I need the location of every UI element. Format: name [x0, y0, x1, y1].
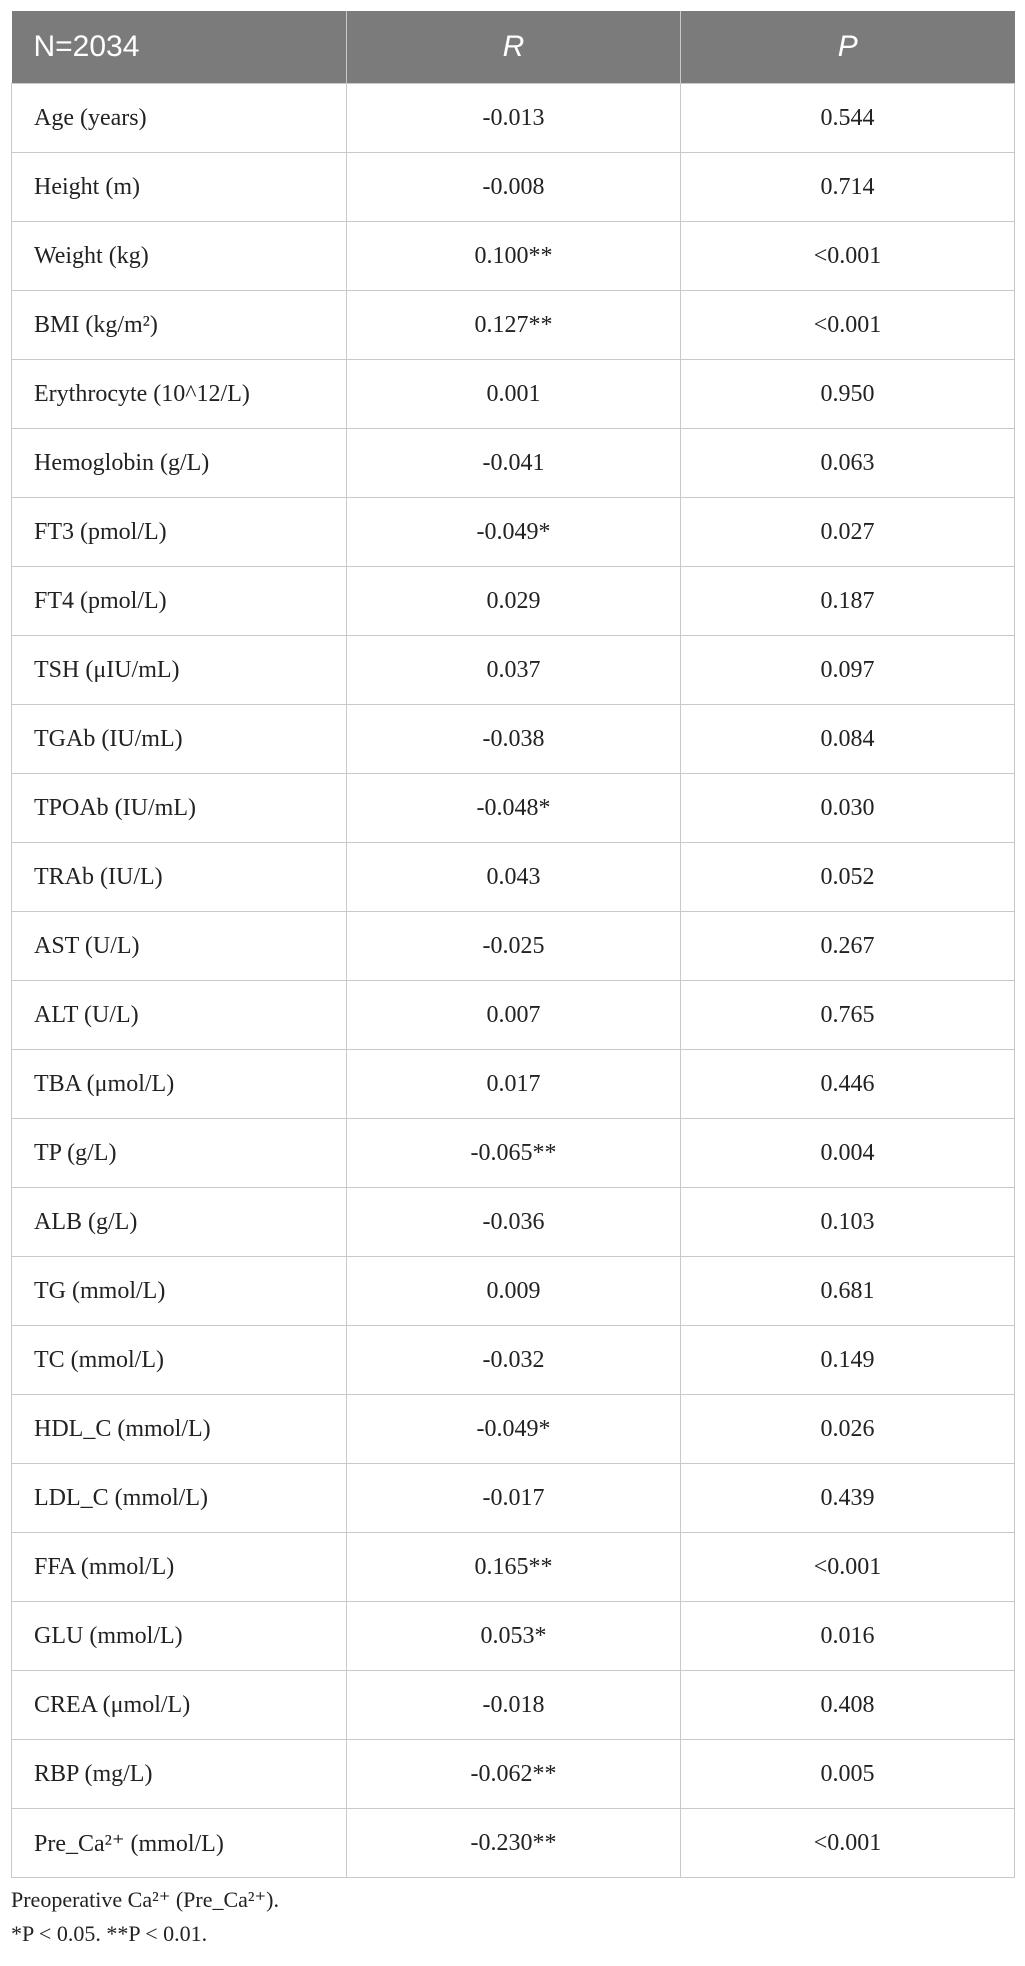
- row-r-value: -0.062**: [347, 1740, 681, 1809]
- row-p-value: 0.027: [681, 498, 1015, 567]
- row-p-value: 0.030: [681, 774, 1015, 843]
- header-p: P: [681, 11, 1015, 84]
- row-label: TGAb (IU/mL): [12, 705, 347, 774]
- row-label: AST (U/L): [12, 912, 347, 981]
- table-row: [12, 636, 1015, 705]
- table-row: [12, 1395, 1015, 1464]
- row-p-value: 0.408: [681, 1671, 1015, 1740]
- table-row: [12, 498, 1015, 567]
- header-sample-size: N=2034: [12, 11, 347, 84]
- row-r-value: -0.013: [347, 84, 681, 153]
- table-row: [12, 84, 1015, 153]
- row-r-value: 0.007: [347, 981, 681, 1050]
- row-r-value: -0.049*: [347, 498, 681, 567]
- table-row: [12, 912, 1015, 981]
- row-p-value: 0.446: [681, 1050, 1015, 1119]
- row-r-value: 0.001: [347, 360, 681, 429]
- row-p-value: 0.765: [681, 981, 1015, 1050]
- row-p-value: 0.097: [681, 636, 1015, 705]
- table-row: [12, 843, 1015, 912]
- table-row: [12, 1602, 1015, 1671]
- row-p-value: 0.052: [681, 843, 1015, 912]
- row-label: FT3 (pmol/L): [12, 498, 347, 567]
- row-r-value: -0.038: [347, 705, 681, 774]
- row-label: CREA (μmol/L): [12, 1671, 347, 1740]
- table-row: [12, 1119, 1015, 1188]
- table-row: [12, 291, 1015, 360]
- row-r-value: 0.165**: [347, 1533, 681, 1602]
- row-r-value: -0.032: [347, 1326, 681, 1395]
- row-r-value: -0.048*: [347, 774, 681, 843]
- row-label: Pre_Ca²⁺ (mmol/L): [12, 1809, 347, 1878]
- table-row: [12, 1671, 1015, 1740]
- table-row: [12, 1050, 1015, 1119]
- table-row: [12, 1740, 1015, 1809]
- table-header-row: [12, 11, 1015, 84]
- row-r-value: -0.018: [347, 1671, 681, 1740]
- footnote-abbreviation: Preoperative Ca²⁺ (Pre_Ca²⁺).: [11, 1887, 279, 1912]
- row-p-value: 0.267: [681, 912, 1015, 981]
- table-body: [12, 84, 1015, 1878]
- row-p-value: 0.714: [681, 153, 1015, 222]
- row-r-value: 0.127**: [347, 291, 681, 360]
- row-r-value: 0.029: [347, 567, 681, 636]
- row-label: TG (mmol/L): [12, 1257, 347, 1326]
- row-label: FFA (mmol/L): [12, 1533, 347, 1602]
- table-row: [12, 567, 1015, 636]
- row-r-value: -0.017: [347, 1464, 681, 1533]
- row-p-value: 0.149: [681, 1326, 1015, 1395]
- table-row: [12, 1326, 1015, 1395]
- row-label: ALB (g/L): [12, 1188, 347, 1257]
- row-label: LDL_C (mmol/L): [12, 1464, 347, 1533]
- row-label: GLU (mmol/L): [12, 1602, 347, 1671]
- table-footnotes: [11, 1883, 279, 1951]
- table-row: [12, 774, 1015, 843]
- row-label: HDL_C (mmol/L): [12, 1395, 347, 1464]
- row-r-value: -0.036: [347, 1188, 681, 1257]
- row-p-value: 0.016: [681, 1602, 1015, 1671]
- footnote-significance: *P < 0.05. **P < 0.01.: [11, 1921, 208, 1946]
- row-p-value: 0.026: [681, 1395, 1015, 1464]
- table-row: [12, 705, 1015, 774]
- row-label: FT4 (pmol/L): [12, 567, 347, 636]
- table-row: [12, 1533, 1015, 1602]
- row-p-value: 0.005: [681, 1740, 1015, 1809]
- row-p-value: 0.950: [681, 360, 1015, 429]
- table-row: [12, 1464, 1015, 1533]
- table-row: [12, 222, 1015, 291]
- row-label: Age (years): [12, 84, 347, 153]
- row-p-value: 0.063: [681, 429, 1015, 498]
- table-row: [12, 1809, 1015, 1878]
- row-r-value: -0.041: [347, 429, 681, 498]
- row-label: Height (m): [12, 153, 347, 222]
- row-label: TP (g/L): [12, 1119, 347, 1188]
- row-r-value: 0.053*: [347, 1602, 681, 1671]
- row-r-value: 0.037: [347, 636, 681, 705]
- table-row: [12, 360, 1015, 429]
- row-p-value: 0.544: [681, 84, 1015, 153]
- row-p-value: 0.681: [681, 1257, 1015, 1326]
- row-r-value: 0.100**: [347, 222, 681, 291]
- correlation-table: [11, 11, 1015, 1878]
- row-p-value: <0.001: [681, 222, 1015, 291]
- row-r-value: -0.230**: [347, 1809, 681, 1878]
- row-p-value: <0.001: [681, 291, 1015, 360]
- row-label: TPOAb (IU/mL): [12, 774, 347, 843]
- header-r: R: [347, 11, 681, 84]
- correlation-table-container: [11, 11, 1014, 1878]
- row-label: Erythrocyte (10^12/L): [12, 360, 347, 429]
- row-label: ALT (U/L): [12, 981, 347, 1050]
- row-p-value: 0.103: [681, 1188, 1015, 1257]
- row-r-value: -0.008: [347, 153, 681, 222]
- row-label: TSH (μIU/mL): [12, 636, 347, 705]
- table-row: [12, 981, 1015, 1050]
- row-p-value: 0.439: [681, 1464, 1015, 1533]
- row-r-value: -0.025: [347, 912, 681, 981]
- row-r-value: 0.009: [347, 1257, 681, 1326]
- row-r-value: 0.043: [347, 843, 681, 912]
- row-p-value: <0.001: [681, 1809, 1015, 1878]
- row-r-value: 0.017: [347, 1050, 681, 1119]
- row-r-value: -0.049*: [347, 1395, 681, 1464]
- row-p-value: <0.001: [681, 1533, 1015, 1602]
- table-row: [12, 1257, 1015, 1326]
- row-label: TBA (μmol/L): [12, 1050, 347, 1119]
- row-label: Hemoglobin (g/L): [12, 429, 347, 498]
- row-p-value: 0.004: [681, 1119, 1015, 1188]
- table-row: [12, 153, 1015, 222]
- row-p-value: 0.084: [681, 705, 1015, 774]
- row-label: RBP (mg/L): [12, 1740, 347, 1809]
- row-label: Weight (kg): [12, 222, 347, 291]
- row-r-value: -0.065**: [347, 1119, 681, 1188]
- table-row: [12, 429, 1015, 498]
- row-label: TC (mmol/L): [12, 1326, 347, 1395]
- row-p-value: 0.187: [681, 567, 1015, 636]
- row-label: BMI (kg/m²): [12, 291, 347, 360]
- row-label: TRAb (IU/L): [12, 843, 347, 912]
- table-row: [12, 1188, 1015, 1257]
